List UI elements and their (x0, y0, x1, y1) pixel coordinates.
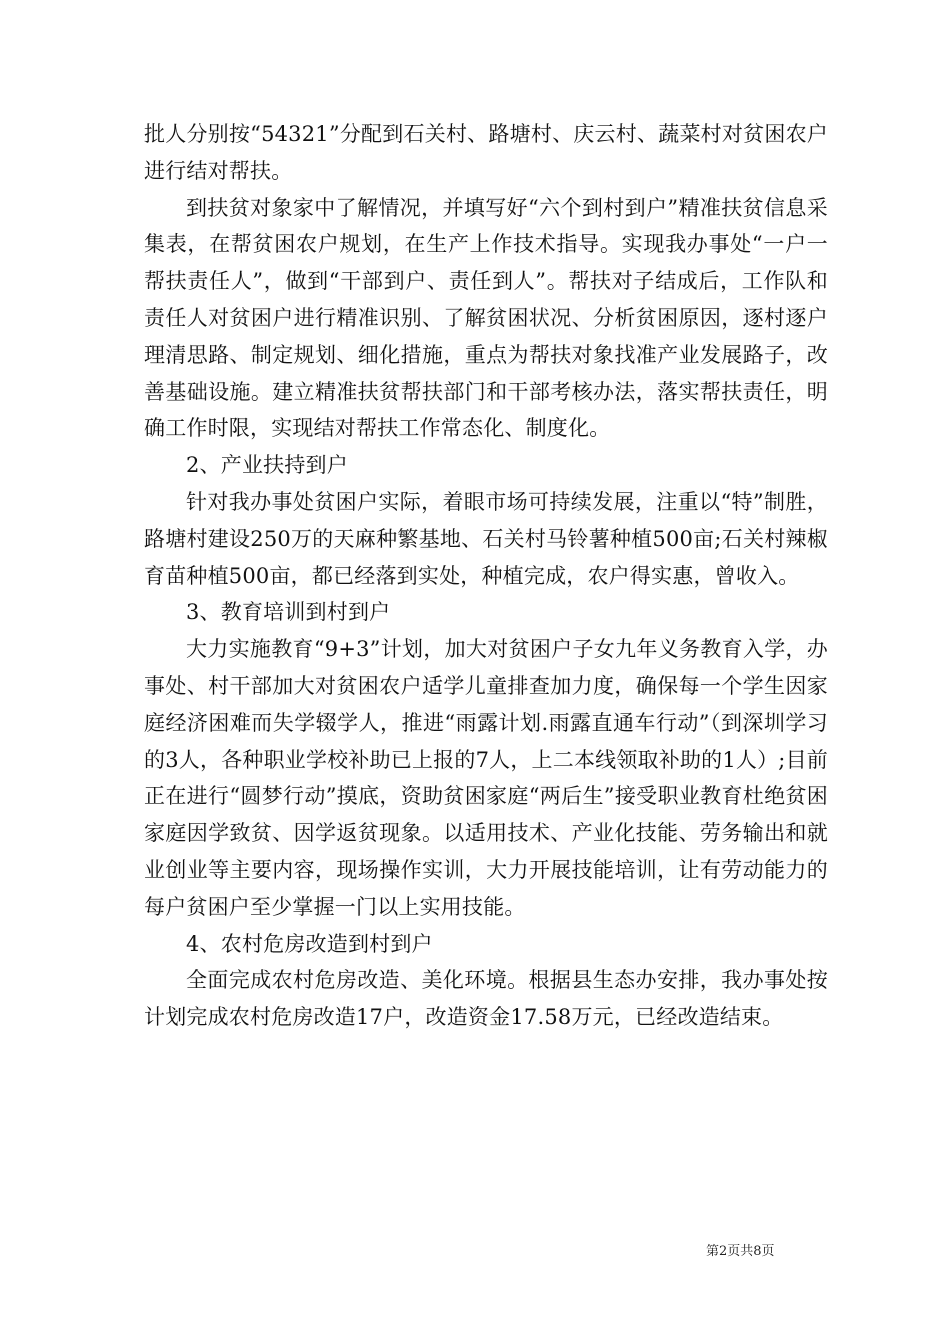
paragraph-body: 大力实施教育“9+3”计划，加大对贫困户子女九年义务教育入学，办事处、村干部加大对贫困农户适学儿童排查加力度，确保每一个学生因家庭经济困难而失学辍学人，推进“雨露计划.雨露直通车行动”（到深圳学习的3人，各种职业学校补助已上报的7人，上二本线领取补助的1人）;目前正在进行“圆梦行动”摸底，资助贫困家庭“两后生”接受职业教育杜绝贫困家庭因学致贫、因学返贫现象。以适用技术、产业化技能、劳务输出和就业创业等主要内容，现场操作实训，大力开展技能培训，让有劳动能力的每户贫困户至少掌握一门以上实用技能。 (144, 637, 828, 919)
section-heading: 4、农村危房改造到村到户 (186, 931, 433, 956)
section-heading: 3、教育培训到村到户 (186, 600, 391, 625)
paragraph-body: 到扶贫对象家中了解情况，并填写好“六个到村到户”精准扶贫信息采集表，在帮贫困农户规划，在生产上作技术指导。实现我办事处“一户一帮扶责任人”，做到“干部到户、责任到人”。帮扶对子结成后，工作队和责任人对贫困户进行精准识别、了解贫困状况、分析贫困原因，逐村逐户理清思路、制定规划、细化措施，重点为帮扶对象找准产业发展路子，改善基础设施。建立精准扶贫帮扶部门和干部考核办法，落实帮扶责任，明确工作时限，实现结对帮扶工作常态化、制度化。 (144, 195, 828, 441)
paragraph-body: 针对我办事处贫困户实际，着眼市场可持续发展，注重以“特”制胜，路塘村建设250万的天麻种繁基地、石关村马铃薯种植500亩;石关村辣椒育苗种植500亩，都已经落到实处，种植完成，农户得实惠，曾收入。 (144, 489, 828, 588)
page-number-footer: 第2页共8页 (706, 1244, 775, 1259)
document-page (144, 116, 828, 1036)
section-heading: 2、产业扶持到户 (186, 453, 348, 478)
paragraph-body: 全面完成农村危房改造、美化环境。根据县生态办安排，我办事处按计划完成农村危房改造17户，改造资金17.58万元，已经改造结束。 (144, 968, 828, 1030)
paragraph-continuation: 批人分别按“54321”分配到石关村、路塘村、庆云村、蔬菜村对贫困农户进行结对帮扶。 (144, 122, 828, 183)
